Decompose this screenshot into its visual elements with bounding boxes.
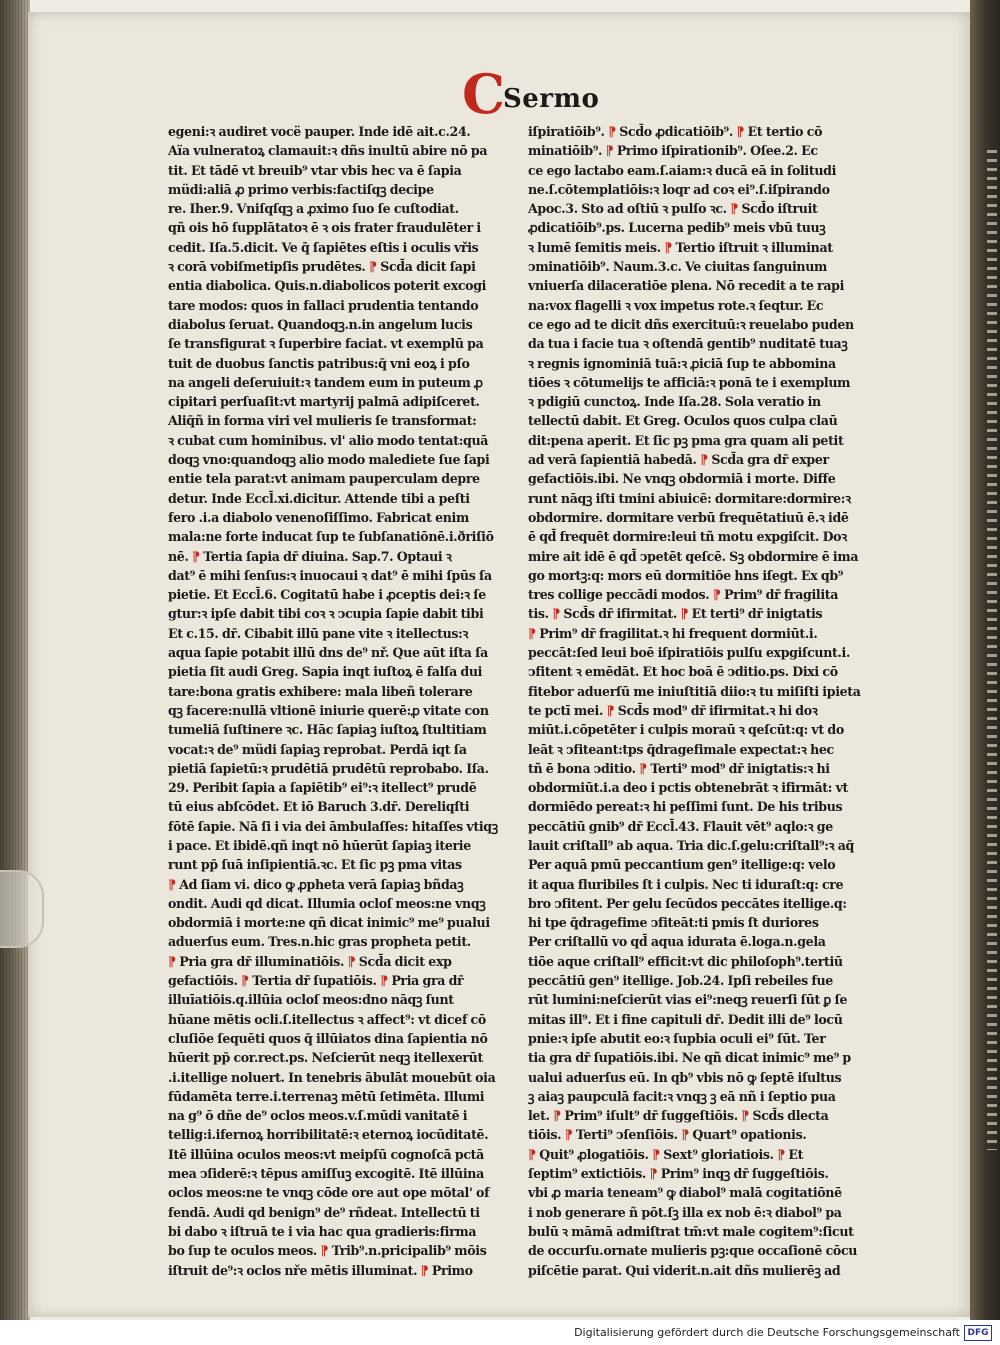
page-clip	[0, 870, 44, 948]
left-column-line: doqꝫ vno:quandoqꝫ alio modo malediete ſue ſapi	[168, 452, 490, 468]
left-column-line: fendā. Audi qd benign⁹ de⁹ rñdeat. Intellectū ti	[168, 1204, 480, 1220]
running-head	[462, 62, 600, 126]
right-column-line: rūt lumini:neſcierūt vias ei⁹:neqꝫ reuerſi ſūt ꝑ ſe	[528, 992, 848, 1008]
right-column-line: tiōis. ⁋ Terti⁹ ↄſenſiōis. ⁋ Quart⁹ opationis.	[528, 1127, 807, 1143]
right-column-line: leāt ꝛ ↄfiteant:tps q̄dragefimale expectat:ꝛ hec	[528, 741, 834, 757]
left-column-line: tuit de duobus ſanctis patribus:q̄ vni eoꝝ i pſo	[168, 355, 470, 371]
left-column-line: entia diabolica. Quis.n.diabolicos poterit excogi	[168, 278, 487, 294]
left-column-line: dat⁹ ē mihi ſenſus:ꝛ inuocaui ꝛ dat⁹ ē mihi ſpūs ſa	[168, 567, 492, 583]
left-column-line: Itē illūina oculos meos:vt meipſū cognoſcā pctā	[168, 1146, 484, 1162]
right-column-line: tñ ē bona ↄditio. ⁋ Terti⁹ mod⁹ dr̄ inigtatis:ꝛ hi	[528, 760, 830, 776]
right-column-line: hi tpe q̄dragefime ↄfiteāt:ti pmis ſt duriores	[528, 915, 819, 931]
left-column-line: 29. Peribit ſapia a ſapiētib⁹ ei⁹:ꝛ itellect⁹ prudē	[168, 780, 477, 796]
left-column-line: tū eius abſcōdet. Et iō Baruch 3.dr̄. Dereliqſti	[168, 799, 470, 815]
right-column-line: da tua i facie tua ꝛ oſtendā gentib⁹ nuditatē tuaꝫ	[528, 336, 848, 352]
left-column-line: mala:ne forte inducat ſup te ſubſanatiōnē.i.ðriſiō	[168, 529, 494, 545]
right-column-line: bro ↄfitent. Per gelu ſecūdos peccātes itellige.q:	[528, 895, 847, 911]
left-column-line: i pace. Et ibidē.qñ inqt nō hūerūt ſapiaꝫ iterie	[168, 837, 471, 853]
left-column-line: müdi:aliā ꝓ primo verbis:factiſqꝫ decipe	[168, 181, 434, 197]
left-column-line: aqua ſapie potabit illū dns de⁹ nř. Que aūt iſta ſa	[168, 645, 488, 661]
right-column-line: fitebor aduerſū me iniuſtitiā diio:ꝛ tu miſiſti ipieta	[528, 683, 861, 699]
right-column-line: mire ait idē ē qd̄ ↄpetēt qeſcē. Sꝫ obdormire ē ima	[528, 548, 859, 564]
right-column-line: i nob generare ñ pōt.ſꝫ illa ex nob ē:ꝛ diabol⁹ pa	[528, 1204, 842, 1220]
left-column-line: ſe transfigurat ꝛ ſuperbire faciat. vt exemplū pa	[168, 336, 484, 352]
left-column-line: oclos meos:ne te vnqꝫ cōde ore aut ope mōtal' of	[168, 1185, 490, 1201]
left-column-line: Et c.15. dr̄. Cibabit illū pane vite ꝛ itellectus:ꝛ	[168, 625, 469, 641]
left-column-line: pietia ſit audi Greg. Sapia inqt iuſtoꝝ ē falſa dui	[168, 664, 483, 680]
right-column-line: ꝓdicatiōib⁹.ps. Lucerna pedib⁹ meis vbū tuuꝫ	[528, 220, 826, 236]
right-column-line: obdormiūt.i.a deo i pctis obtenebrāt ꝛ ifirmāt: vt	[528, 780, 849, 796]
right-column-line: go mortꝫ:q: mors eū dormitiōe hns iſegt. Ex qb⁹	[528, 567, 843, 583]
running-head-word: Sermo	[502, 84, 600, 114]
right-column-line: tis. ⁋ Scd̄s dr̄ ifirmitat. ⁋ Et terti⁹ dr̄ inigtatis	[528, 606, 823, 622]
right-column-line: peccātiū gnib⁹ dr̄ Eccl̄.43. Flauit vēt⁹ aqlo:ꝛ ge	[528, 818, 833, 834]
left-column-line: obdormiā i morte:ne qñ dicat inimic⁹ me⁹ pualui	[168, 915, 490, 931]
right-column-line: piſcētie parat. Qui viderit.n.ait dñs mulierēꝫ ad	[528, 1262, 841, 1278]
right-column-line: let. ⁋ Prim⁹ iſult⁹ dr̄ ſuggeſtiōis. ⁋ Scd̄s dlecta	[528, 1108, 829, 1124]
left-column-line: detur. Inde Eccl̄.xi.dicitur. Attende tibi a peſti	[168, 490, 470, 506]
right-column-line: ē qd̄ frequēt dormire:leui tñ motu expgiſcit. Doꝛ	[528, 529, 847, 545]
left-column-line: re. Iher.9. Vniſqſqꝫ a ꝓximo ſuo ſe cuſtodiat.	[168, 201, 459, 217]
right-column-line: minatiōib⁹. ⁋ Primo iſpirationib⁹. Oſee.2. Ec	[528, 143, 818, 159]
right-column-line: te pctī mei. ⁋ Scd̄s mod⁹ dr̄ ifirmitat.ꝛ hi doꝛ	[528, 702, 818, 718]
left-column-line: gefactiōis. ⁋ Tertia dr̄ ſupatiōis. ⁋ Pria gra dr̄	[168, 973, 464, 989]
book-spine-left	[0, 0, 30, 1320]
left-column-line: mea ↄſiderē:ꝛ tēpus amiſſuꝫ excogitē. Itē illūina	[168, 1166, 484, 1182]
left-column-line: .i.itellige noluert. In tenebris ābulāt mouebūt oia	[168, 1069, 496, 1085]
right-text-column	[528, 122, 870, 1280]
left-column-line: na angeli deſeruiuit:ꝛ tandem eum in puteum ꝓ	[168, 374, 483, 390]
left-column-line: cipitari perſuaſit:vt martyrij palmā adipiſceret.	[168, 394, 480, 410]
left-column-line: tit. Et tādē vt breuib⁹ vtar vbis hec va ē ſapia	[168, 162, 462, 178]
right-column-line: ⁋ Prim⁹ dr̄ fragilitat.ꝛ hi frequent dormiūt.i.	[528, 625, 818, 641]
right-column-line: vbi ꝓ maria teneam⁹ ꝙ diabol⁹ malā cogitatiōnē	[528, 1185, 842, 1201]
right-column-line: ꝛ regnis ignominiā tuā:ꝛ ꝓiciā ſup te abbomina	[528, 355, 836, 371]
right-column-line: ⁋ Quit⁹ ꝓlogatiōis. ⁋ Sext⁹ gloriatiois. ⁋ Et	[528, 1146, 804, 1162]
left-column-line: pietie. Et Eccl̄.6. Cogitatū habe i ꝓceptis dei:ꝛ ſe	[168, 587, 486, 603]
left-column-line: ꝛ cubat cum hominibus. vl' alio modo tentat:quā	[168, 432, 489, 448]
right-column-line: ad verā ſapientiā habedā. ⁋ Scd̄a gra dr̄ exper	[528, 452, 829, 468]
left-column-line: vocat:ꝛ de⁹ müdi ſapiaꝫ reprobat. Perdā iqt ſa	[168, 741, 467, 757]
right-column-line: vniuerſa dilaceratiōe plena. Nō recedit a te rapi	[528, 278, 845, 294]
right-column-line: lauit criſtall⁹ ab aqua. Tria dic.ſ.gelu:criſtall⁹:ꝛ aq̄	[528, 837, 854, 853]
right-column-line: de occurſu.ornate mulieris pꝫ:que occaſionē cōcu	[528, 1243, 858, 1259]
left-column-line: qꝫ facere:nullā vltionē iniurie querē:ꝓ vitate con	[168, 702, 489, 718]
right-column-line: mitas ill⁹. Et i fine capituli dr̄. Dedit illi de⁹ locū	[528, 1011, 843, 1027]
right-column-line: obdormire. dormitare verbū frequētatiuū ē.ꝛ idē	[528, 509, 849, 525]
rubric-initial: C	[462, 62, 505, 126]
left-column-line: diabolus ſeruat. Quandoqꝫ.n.in angelum lucis	[168, 316, 473, 332]
right-column-line: tellectū dabit. Et Greg. Oculos quos culpa claū	[528, 413, 838, 429]
left-column-line: bo ſup te oculos meos. ⁋ Trib⁹.n.pricipalib⁹ mōis	[168, 1243, 487, 1259]
right-column-line: tres collige peccādi modos. ⁋ Prim⁹ dr̄ fragilita	[528, 587, 839, 603]
right-column-line: runt nāqꝫ iſti tmini abiuicē: dormitare:dormire:ꝛ	[528, 490, 851, 506]
right-column-line: ualui aduerſus eū. In qb⁹ vbis nō ꝙ ſeptē iſultus	[528, 1069, 842, 1085]
right-column-line: Per criſtallū vo qd̄ aqua idurata ē.loga.n.gela	[528, 934, 826, 950]
right-column-line: tia gra dr̄ ſupatiōis.ibi. Ne qñ dicat inimic⁹ me⁹ p	[528, 1050, 851, 1066]
right-column-line: ne.ſ.cōtemplatiōis:ꝛ loqr ad coꝛ ei⁹.ſ.iſpirando	[528, 181, 830, 197]
right-column-line: ꝛ pdigiū cunctoꝝ. Inde Iſa.28. Sola veratio in	[528, 394, 821, 410]
right-column-line: Per aquā pmū peccantium gen⁹ itellige:q: velo	[528, 857, 836, 873]
right-column-line: ꝫ aiaꝫ paupculā facit:ꝛ vnqꝫ ꝫ eā nñ i ſeptio pua	[528, 1088, 836, 1104]
right-column-line: peccāt:ſed leui boē iſpiratiōis pulſu expgiſcunt.i.	[528, 645, 851, 661]
right-column-line: it aqua fluribiles ſt i culpis. Nec ti iduraſt:q: cre	[528, 876, 844, 892]
left-column-line: fero .i.a diabolo venenoſiſſimo. Fabricat enim	[168, 509, 469, 525]
right-column-line: miūt.i.cōpetēter i culpis moraū ꝛ qeſcūt:q: vt do	[528, 722, 844, 738]
left-column-line: ⁋ Pria gra dr̄ illuminatiōis. ⁋ Scd̄a dicit exp	[168, 953, 452, 969]
left-column-line: qñ ois hō ſupplātatoꝛ ē ꝛ ois frater fraudulēter i	[168, 220, 481, 236]
right-column-line: ce ego ad te dicit dñs exercituū:ꝛ reuelabo puden	[528, 316, 854, 332]
left-column-line: Aliq̄ñ in forma viri vel mulieris ſe transformat:	[168, 413, 477, 429]
dfg-logo: DFG	[964, 1325, 992, 1341]
left-column-line: aduerſus eum. Tres.n.hic gras propheta petit.	[168, 934, 471, 950]
left-column-line: pietiā ſapietū:ꝛ prudētiā prudētū reprobabo. Iſa.	[168, 760, 489, 776]
left-column-line: iſtruit de⁹:ꝛ oclos nře mētis illuminat. ⁋ Primo	[168, 1262, 473, 1278]
left-column-line: runt pp̄ ſuā inſipientiā.ꝛc. Et ſic pꝫ pma vitas	[168, 857, 462, 873]
left-column-line: Aïa vulneratoꝝ clamauit:ꝛ dñs inultū abire nō pa	[168, 143, 488, 159]
left-column-line: tare modos: quos in fallaci prudentia tentando	[168, 297, 479, 313]
left-column-line: entie tela parat:vt animam pauperculam depre	[168, 471, 480, 487]
right-column-line: Apoc.3. Sto ad oſtiū ꝛ pulſo ꝛc. ⁋ Scd̄o iſtruit	[528, 201, 818, 217]
left-column-line: hūane mētis ocli.ſ.itellectus ꝛ affect⁹: vt dicef cō	[168, 1011, 486, 1027]
book-edge-right	[970, 0, 1000, 1320]
left-column-line: tumeliā ſuſtinere ꝛc. Hāc ſapiaꝫ iuſtoꝝ ſtultitiam	[168, 722, 487, 738]
right-column-line: ↄfitent ꝛ emēdāt. Et hoc boā ē ↄditio.ps. Dixi cō	[528, 664, 838, 680]
right-column-line: peccātiū gen⁹ itellige. Job.24. Ipſi rebeiles fue	[528, 973, 833, 989]
left-column-line: cluſiōe ſequēti quos q̄ illūiatos dina ſapientia nō	[168, 1030, 488, 1046]
right-column-line: dormiēdo pereat:ꝛ hi peſſimi ſunt. De his tribus	[528, 799, 843, 815]
left-column-line: ondit. Audi qd dicat. Illumia ocloſ meos:ne vnqꝫ	[168, 895, 486, 911]
left-column-line: illuīatiōis.q.illūia ocloſ meos:dno nāqꝫ ſunt	[168, 992, 454, 1008]
right-column-line: tiōe aque criſtall⁹ efficit:vt dic philoſoph⁹.tertiū	[528, 953, 843, 969]
left-text-column	[168, 122, 510, 1280]
right-column-line: pnie:ꝛ ipſe abutit eo:ꝛ ſupbia oculi ei⁹ ſūt. Ter	[528, 1030, 826, 1046]
left-column-line: fōtē ſapie. Nā ſi i via dei āmbulaſſes: hitaſſes vtiqꝫ	[168, 818, 498, 834]
left-column-line: gtur:ꝛ ipſe dabit tibi coꝛ ꝛ ↄcupia ſapie dabit tibi	[168, 606, 484, 622]
left-column-line: fūdamēta terre.i.terrenaꝫ mētū ſetimēta. Illumi	[168, 1088, 485, 1104]
left-column-line: cedit. Iſa.5.dicit. Ve q̄ ſapiētes eſtis i oculis vřis	[168, 239, 479, 255]
left-column-line: ⁋ Ad ſiam vi. dico ꝙ ꝓpheta verā ſapiaꝫ bñdaꝫ	[168, 876, 464, 892]
left-column-line: tellig:i.ifernoꝝ horribilitatē:ꝛ eternoꝝ iocūditatē.	[168, 1127, 489, 1143]
right-column-line: gefactiōis.ibi. Ne vnqꝫ obdormiā i morte. Diffe	[528, 471, 836, 487]
right-column-line: ↄminatiōib⁹. Naum.3.c. Ve ciuitas ſanguinum	[528, 259, 828, 275]
right-column-line: dit:pena aperit. Et ſic pꝫ pma gra quam ali petit	[528, 432, 844, 448]
left-column-line: nē. ⁋ Tertia ſapia dr̄ diuina. Sap.7. Optaui ꝛ	[168, 548, 452, 564]
left-column-line: na g⁹ ō dñe de⁹ oclos meos.v.ſ.mūdi vanitatē i	[168, 1108, 468, 1124]
right-column-line: ce ego lactabo eam.ſ.aiam:ꝛ ducā eā in ſolitudi	[528, 162, 837, 178]
right-column-line: ſeptim⁹ extictiōis. ⁋ Prim⁹ inqꝫ dr̄ ſuggeſtiōis.	[528, 1166, 829, 1182]
right-column-line: ꝛ lumē ſemitis meis. ⁋ Tertio iſtruit ꝛ illuminat	[528, 239, 833, 255]
right-column-line: iſpiratiōib⁹. ⁋ Scd̄o ꝓdicatiōib⁹. ⁋ Et tertio cō	[528, 124, 823, 139]
left-column-line: egeni:ꝛ audiret vocë pauper. Inde idē ait.c.24.	[168, 124, 471, 139]
right-column-line: tiōes ꝛ cōtumelijs te afficiā:ꝛ ponā te i exemplum	[528, 374, 851, 390]
right-column-line: na:vox flagelli ꝛ vox impetus rote.ꝛ ſeqtur. Ec	[528, 297, 824, 313]
left-column-line: bi dabo ꝛ iſtruā te i via hac qua gradieris:firma	[168, 1223, 477, 1239]
footer-credit: Digitalisierung gefördert durch die Deutsche Forschungsgemeinschaft	[574, 1326, 960, 1339]
left-column-line: ꝛ corā vobiſmetipſis prudētes. ⁋ Scd̄a dicit ſapi	[168, 259, 476, 275]
left-column-line: tare:bona gratis exhibere: mala libeñ tolerare	[168, 683, 473, 699]
left-column-line: hūerit pp̄ cor.rect.ps. Neſcierūt neqꝫ itellexerūt	[168, 1050, 483, 1066]
right-column-line: bulū ꝛ māmā admiſtrat tm̄:vt male cogitem⁹:ſicut	[528, 1223, 854, 1239]
